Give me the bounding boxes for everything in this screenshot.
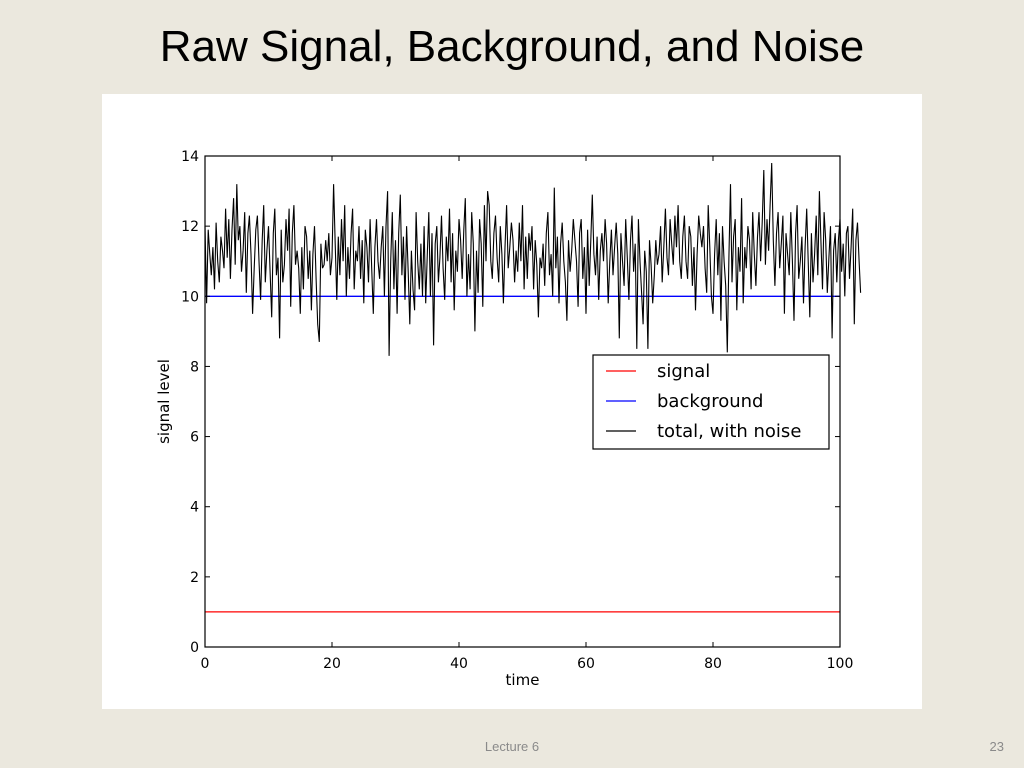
slide-title: Raw Signal, Background, and Noise (159, 22, 865, 71)
x-tick-label: 20 (323, 656, 341, 672)
footer-page-number: 23 (989, 739, 1004, 754)
chart-figure (102, 94, 922, 709)
line-chart (102, 94, 922, 709)
y-tick-label: 6 (190, 429, 199, 446)
y-tick-label: 14 (181, 149, 199, 165)
y-tick-label: 12 (181, 219, 199, 236)
y-tick-label: 4 (190, 499, 199, 516)
legend-label: total, with noise (657, 421, 802, 442)
y-tick-label: 2 (190, 569, 199, 586)
y-tick-label: 10 (181, 289, 199, 306)
x-tick-label: 100 (826, 656, 854, 672)
x-tick-label: 80 (704, 656, 722, 672)
x-tick-label: 0 (200, 656, 210, 672)
x-tick-label: 40 (450, 656, 468, 672)
y-axis-label: signal level (155, 359, 173, 444)
legend-label: signal (657, 361, 711, 382)
y-tick-label: 0 (190, 640, 199, 656)
x-axis-label: time (505, 671, 540, 689)
legend-label: background (657, 391, 764, 412)
y-tick-label: 8 (190, 359, 199, 376)
footer-lecture: Lecture 6 (484, 739, 540, 754)
series-line-total-with-noise (205, 163, 861, 356)
x-tick-label: 60 (577, 656, 595, 672)
